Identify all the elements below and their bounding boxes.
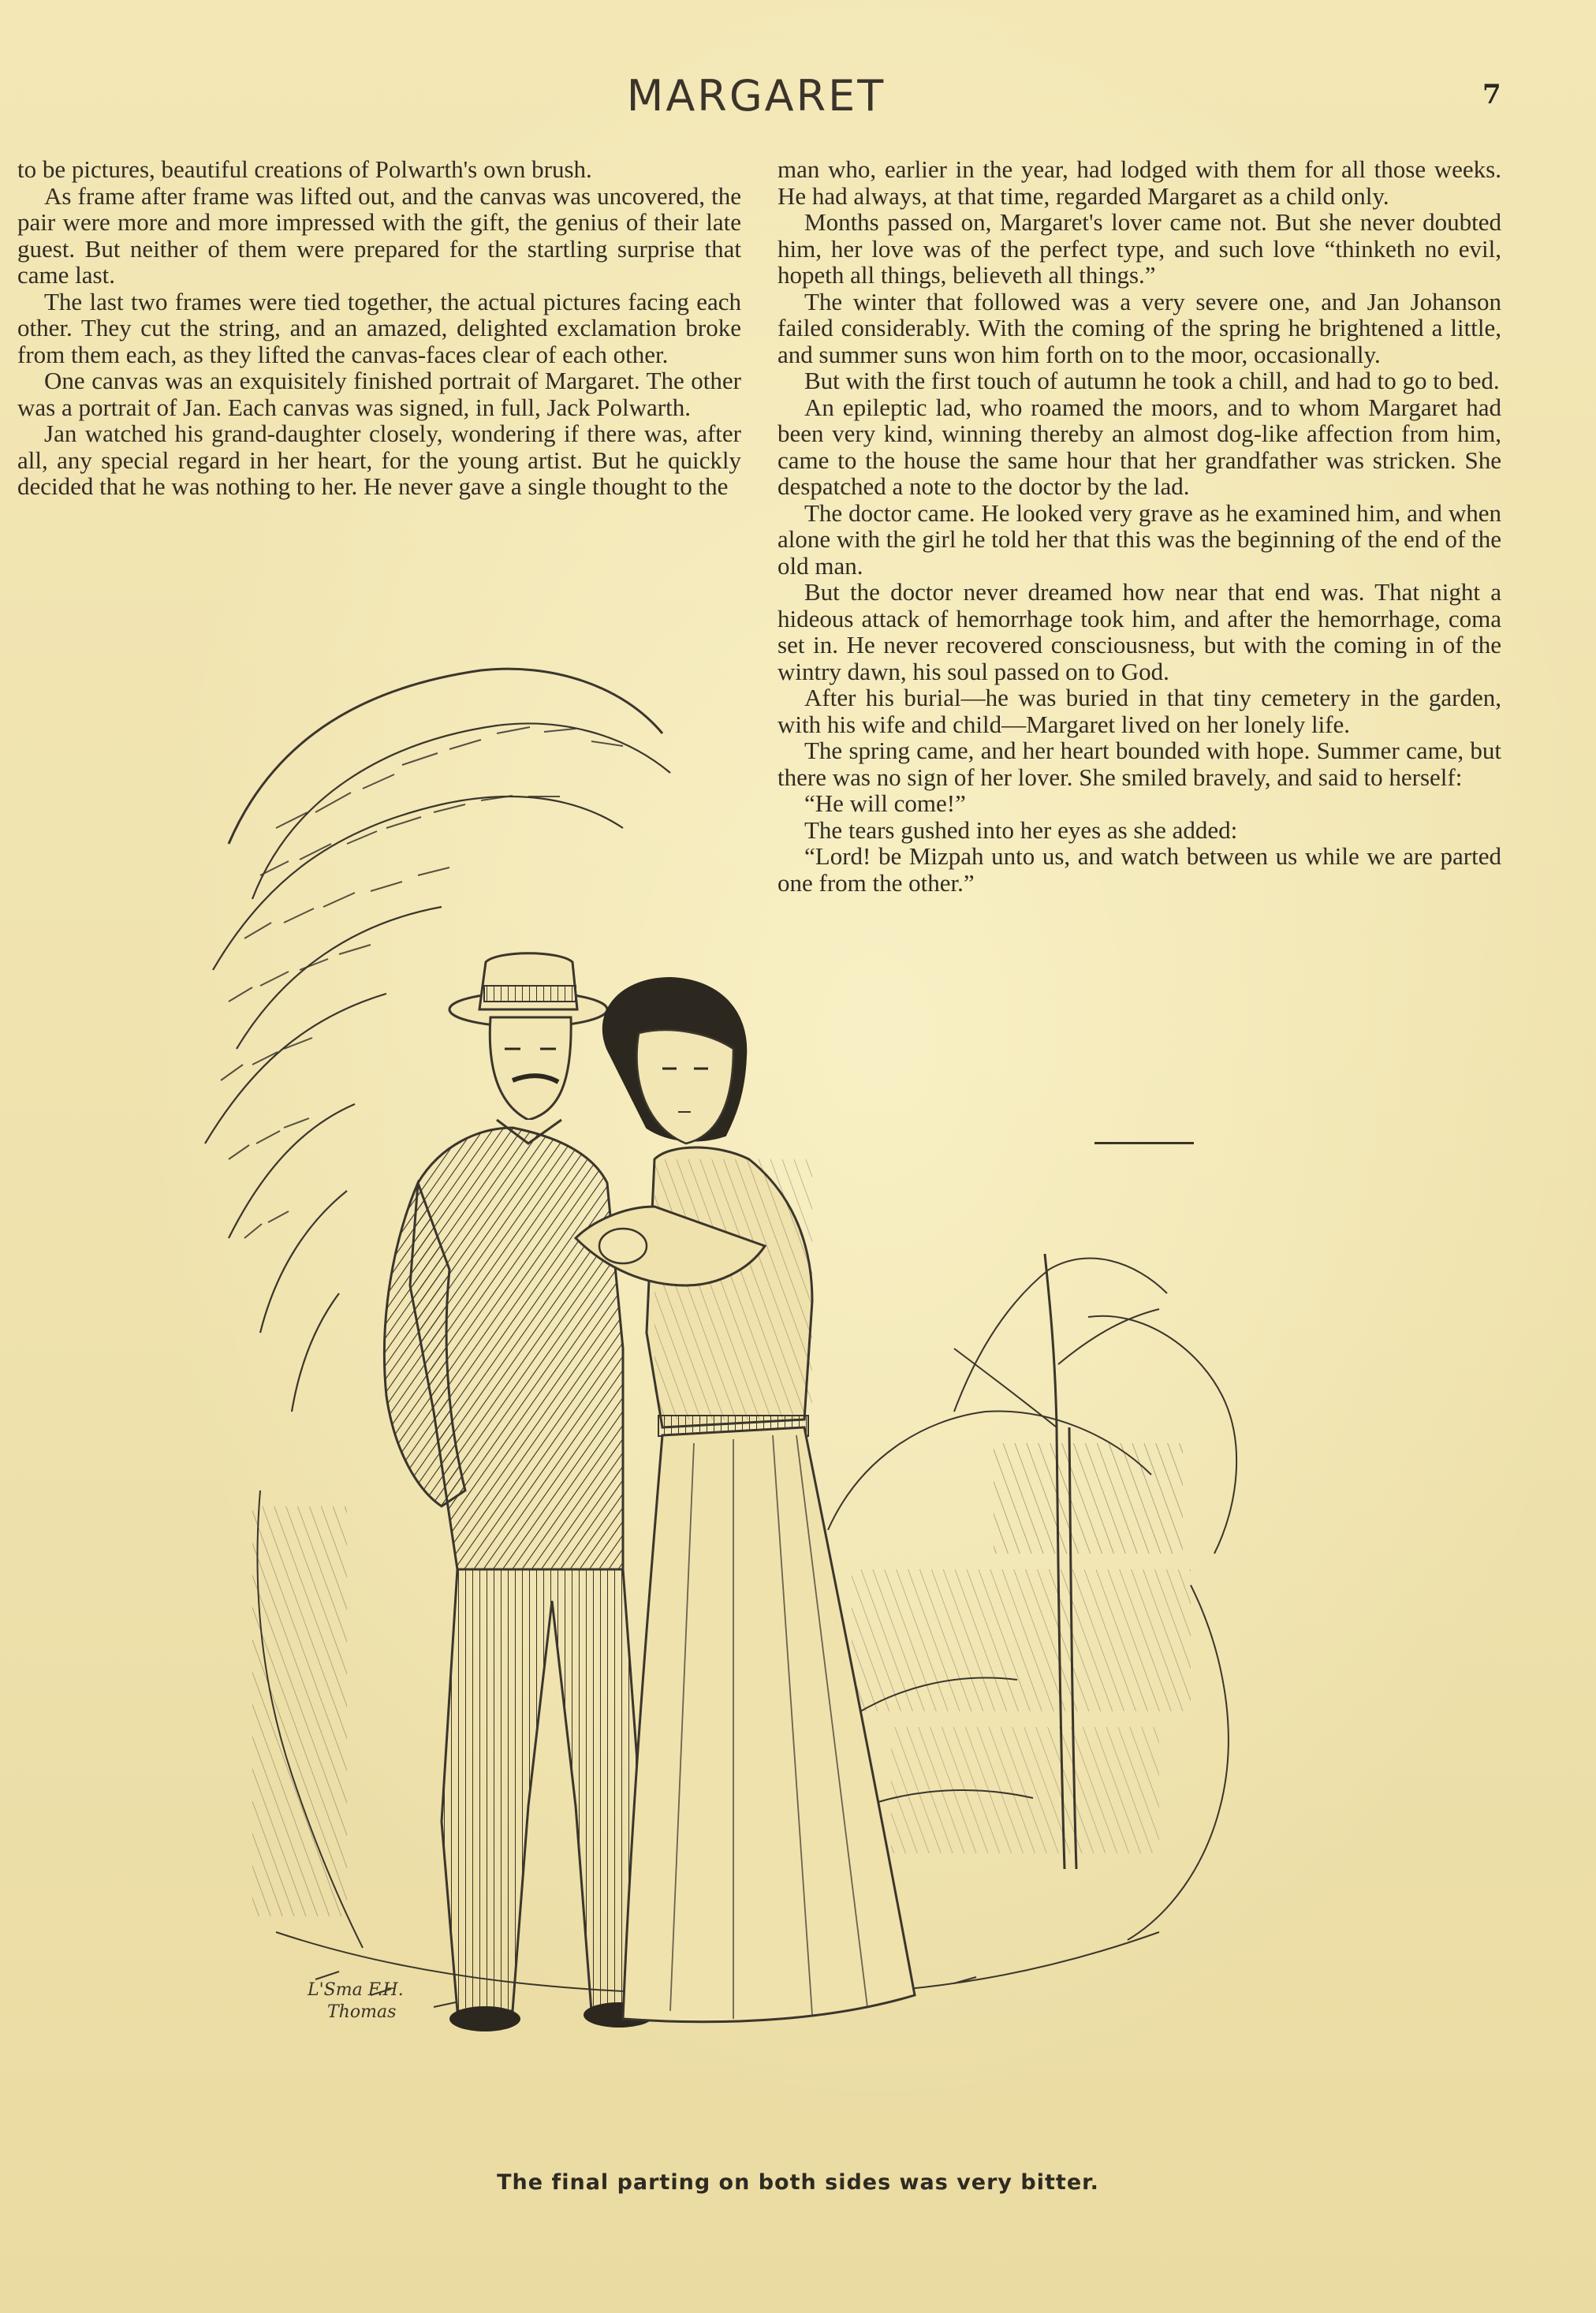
paragraph: man who, earlier in the year, had lodged with them for all those weeks. He had always, at that time, regarded Margaret as a child only.: [777, 155, 1501, 210]
paragraph: “He will come!”: [804, 789, 966, 817]
paragraph: The tears gushed into her eyes as she added:: [804, 815, 1238, 844]
page-number: 7: [1482, 79, 1501, 110]
paragraph: The doctor came. He looked very grave as he examined him, and when alone with the girl he told her that this was the beginning of the end of the old man.: [777, 498, 1501, 580]
paragraph: Months passed on, Margaret's lover came not. But she never doubted him, her love was of the perfect type, and such love “thinketh no evil, hopeth all things, believeth all things.”: [777, 208, 1501, 289]
paragraph: After his burial—he was buried in that tiny cemetery in the garden, with his wife and child—Margaret lived on her lonely life.: [777, 684, 1501, 738]
running-title: MARGARET: [626, 71, 886, 121]
paragraph: The last two frames were tied together, the actual pictures facing each other. They cut the string, and an amazed, delighted exclamation broke from them each, as they lifted the canvas-faces clear of each other.: [17, 287, 741, 368]
paragraph: The spring came, and her heart bounded with hope. Summer came, but there was no sign of her lover. She smiled bravely, and said to herself:: [777, 737, 1501, 791]
man-figure: [384, 953, 654, 2031]
paragraph: “Lord! be Mizpah unto us, and watch between us while we are parted one from the other.”: [777, 842, 1501, 897]
paragraph: An epileptic lad, who roamed the moors, and to whom Margaret had been very kind, winning thereby an almost dog-like affection from him, came to the house the same hour that her grandfather was stricken. She despatched a note to the doctor by the lad.: [777, 393, 1501, 500]
paragraph: to be pictures, beautiful creations of Polwarth's own brush.: [17, 155, 592, 183]
paragraph: Jan watched his grand-daughter closely, wondering if there was, after all, any special regard in her heart, for the young artist. But he quickly decided that he was nothing to her. He never gave a single thought to the: [17, 420, 741, 500]
engraving-illustration: [181, 639, 1380, 2137]
paragraph: The winter that followed was a very severe one, and Jan Johanson failed considerably. With the coming of the spring he brightened a little, and summer suns won him forth on to the moor, occasionally.: [777, 287, 1501, 368]
paragraph: One canvas was an exquisitely finished portrait of Margaret. The other was a portrait of Jan. Each canvas was signed, in full, Jack Polwarth.: [17, 367, 741, 421]
left-text-column: [17, 156, 741, 500]
artist-signature: [307, 1980, 404, 2022]
signature-line-2: Thomas: [327, 2002, 397, 2022]
signature-line-1: L'Sma F.H.: [308, 1980, 404, 2000]
paragraph: As frame after frame was lifted out, and the canvas was uncovered, the pair were more and more impressed with the gift, the genius of their late guest. But neither of them were prepared for the startling surprise that came last.: [17, 181, 741, 289]
paragraph: But the doctor never dreamed how near that end was. That night a hideous attack of hemorrhage took him, and after the hemorrhage, coma set in. He never recovered consciousness, but with the coming in of the wintry dawn, his soul passed on to God.: [777, 578, 1501, 685]
paragraph: But with the first touch of autumn he took a chill, and had to go to bed.: [804, 367, 1500, 394]
illustration-caption: The final parting on both sides was very bitter.: [497, 2170, 1099, 2195]
